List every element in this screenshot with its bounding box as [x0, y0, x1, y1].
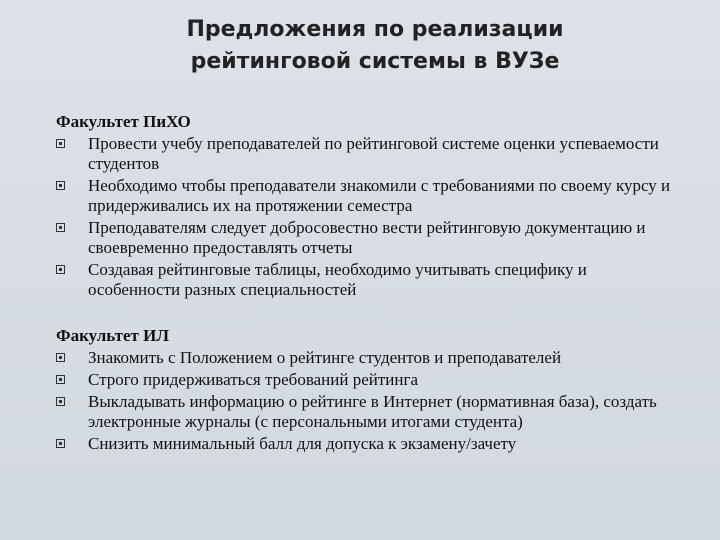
section-pikho	[56, 112, 680, 300]
list-item-text: Провести учебу преподавателей по рейтинговой системе оценки успеваемости студентов	[88, 134, 659, 173]
slide-title	[0, 14, 720, 78]
list-item-text: Выкладывать информацию о рейтинге в Интернет (нормативная база), создать электронные журналы (с персональными итогами студента)	[88, 392, 657, 431]
list-item-text: Преподавателям следует добросовестно вести рейтинговую документацию и своевременно предоставлять отчеты	[88, 218, 646, 257]
slide-content	[56, 112, 680, 456]
square-bullet-icon	[56, 353, 65, 362]
section-il	[56, 326, 680, 454]
list-item	[56, 392, 680, 432]
section-heading: Факультет ИЛ	[56, 326, 169, 345]
list-item-text: Снизить минимальный балл для допуска к экзамену/зачету	[88, 434, 517, 453]
square-bullet-icon	[56, 439, 65, 448]
square-bullet-icon	[56, 397, 65, 406]
list-item-text: Строго придерживаться требований рейтинга	[88, 370, 418, 389]
list-item	[56, 348, 680, 368]
square-bullet-icon	[56, 375, 65, 384]
bullet-list	[56, 348, 680, 454]
list-item-text: Создавая рейтинговые таблицы, необходимо учитывать специфику и особенности разных специальностей	[88, 260, 587, 299]
list-item	[56, 370, 680, 390]
section-heading: Факультет ПиХО	[56, 112, 191, 131]
list-item	[56, 434, 680, 454]
square-bullet-icon	[56, 139, 65, 148]
list-item	[56, 260, 680, 300]
list-item	[56, 218, 680, 258]
slide-title-line-1: Предложения по реализации	[186, 17, 564, 42]
square-bullet-icon	[56, 181, 65, 190]
slide-title-line-2: рейтинговой системы в ВУЗе	[190, 49, 560, 74]
list-item	[56, 134, 680, 174]
square-bullet-icon	[56, 223, 65, 232]
list-item	[56, 176, 680, 216]
bullet-list	[56, 134, 680, 300]
list-item-text: Знакомить с Положением о рейтинге студентов и преподавателей	[88, 348, 562, 367]
list-item-text: Необходимо чтобы преподаватели знакомили с требованиями по своему курсу и придерживались их на протяжении семестра	[88, 176, 671, 215]
square-bullet-icon	[56, 265, 65, 274]
